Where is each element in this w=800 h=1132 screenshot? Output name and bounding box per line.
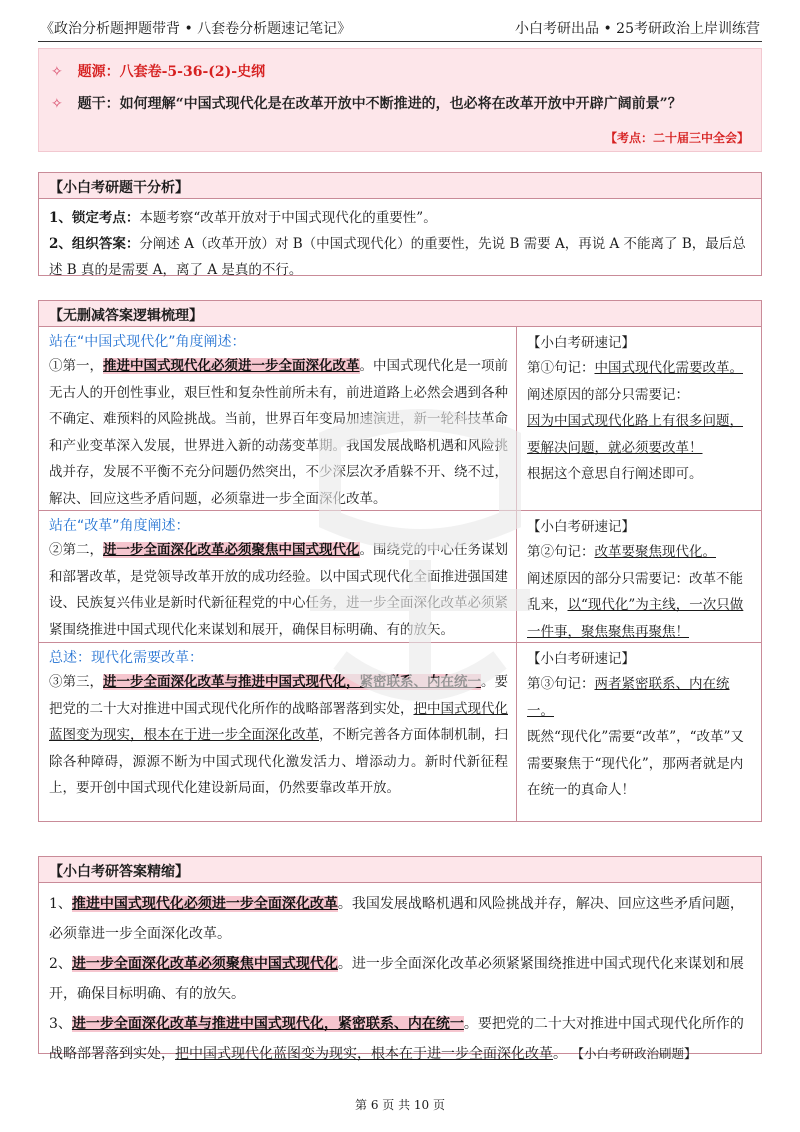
summary-item-3: [49, 1009, 751, 1069]
logic-row-3-subhead: 总述：现代化需要改革：: [49, 650, 203, 666]
logic-row-2-note: [517, 511, 761, 642]
diamond-icon: ✧: [51, 64, 63, 80]
logic-row-2-note-key: 改革要聚焦现代化。: [594, 544, 716, 560]
analysis-point-2: [49, 231, 751, 283]
kaodian-tag: 【考点：二十届三中全会】: [604, 131, 749, 145]
logic-box: [38, 300, 762, 822]
summary-title: 【小白考研答案精缩】: [39, 857, 761, 883]
source-label: 题源：: [77, 64, 120, 80]
logic-row-1-subhead: 站在“中国式现代化”角度阐述：: [49, 334, 246, 350]
logic-row-1-paragraph: [49, 353, 508, 512]
analysis-title: 【小白考研题干分析】: [39, 173, 761, 199]
logic-row-1-text: 。中国式现代化是一项前无古人的开创性事业，艰巨性和复杂性前所未有，前进道路上必然会遇到各种不确定、难预料的风险挑战。当前，世界百年变局加速演进，新一轮科技革命和产业变革深入发展，世界进入新的动荡变革期。我国发展战略机遇和风险挑战并存，发展不平衡不充分问题仍然突出，不少深层次矛盾躲不开、绕不过，解决、回应这些矛盾问题，必须靠进一步全面深化改革。: [49, 358, 508, 507]
logic-row-2-note-body: [527, 539, 753, 645]
source-value: 八套卷-5-36-(2)-史纲: [119, 64, 266, 80]
logic-row-1-note-underline: 因为中国式现代化路上有很多问题，要解决问题，就必须要改革！: [527, 413, 743, 456]
logic-title: 【无删减答案逻辑梳理】: [39, 301, 761, 327]
analysis-point-2-text: 分阐述 A（改革开放）对 B（中国式现代化）的重要性，先说 B 需要 A，再说 A 不能离了 B，最后总述 B 真的是需要 A，离了 A 是真的不行。: [49, 236, 746, 278]
logic-row-2-note-title: 【小白考研速记】: [527, 519, 635, 535]
analysis-point-1: [49, 205, 751, 231]
analysis-point-1-label: 1、锁定考点：: [49, 210, 140, 226]
logic-row-1-note-end: 根据这个意思自行阐述即可。: [527, 466, 703, 482]
logic-row-1-highlight: 推进中国式现代化必须进一步全面深化改革: [103, 358, 360, 374]
logic-row-1-note-body: [527, 355, 753, 488]
logic-row-2-prefix: ②第二，: [49, 542, 103, 558]
summary-item-2: [49, 949, 751, 1009]
summary-item-2-num: 2、: [49, 956, 72, 972]
summary-tag: 【小白考研政治刷题】: [571, 1046, 697, 1061]
logic-row-1: [39, 327, 761, 511]
logic-row-1-answer: [39, 327, 517, 510]
logic-row-3-note-text: 既然“现代化”需要“改革”，“改革”又需要聚焦于“现代化”，那两者就是内在统一的真命人！: [527, 729, 744, 798]
summary-item-1-text: 。我国发展战略机遇和风险挑战并存，解决、回应这些矛盾问题，必须靠进一步全面深化改革。: [49, 896, 744, 942]
source-line: [51, 61, 265, 81]
summary-item-1-num: 1、: [49, 896, 72, 912]
logic-row-1-note-text: 阐述原因的部分只需要记：: [527, 386, 689, 403]
question-text: 如何理解“中国式现代化是在改革开放中不断推进的，也必将在改革开放中开辟广阔前景”？: [119, 96, 682, 112]
summary-item-2-highlight: 进一步全面深化改革必须聚焦中国式现代化: [71, 956, 338, 972]
logic-row-3-note-body: [527, 671, 753, 804]
logic-row-2-note-text: 阐述原因的部分只需要记：改革不能乱来，: [527, 570, 743, 613]
summary-body: [39, 883, 761, 1075]
logic-row-2-text: 。围绕党的中心任务谋划和部署改革，是党领导改革开放的成功经验。以中国式现代化全面推进强国建设、民族复兴伟业是新时代新征程党的中心任务，进一步全面深化改革必须紧紧围绕推进中国式现代化来谋划和展开，确保目标明确、有的放矢。: [49, 542, 508, 638]
logic-row-2-highlight: 进一步全面深化改革必须聚焦中国式现代化: [103, 542, 360, 558]
logic-row-1-note: [517, 327, 761, 510]
summary-item-1-highlight: 推进中国式现代化必须进一步全面深化改革: [71, 896, 338, 912]
logic-row-2-paragraph: [49, 537, 508, 643]
question-line: [51, 93, 682, 113]
header-right-title: 小白考研出品 • 25考研政治上岸训练营: [515, 21, 760, 37]
summary-item-3-underline: 把中国式现代化蓝图变为现实，根本在于进一步全面深化改革: [175, 1046, 553, 1062]
analysis-box: [38, 172, 762, 276]
analysis-point-1-text: 本题考察“改革开放对于中国式现代化的重要性”。: [139, 210, 437, 226]
logic-row-3-prefix: ③第三，: [49, 674, 103, 690]
logic-row-3-text-2: ，不断完善各方面体制机制，扫除各种障碍，源源不断为中国式现代化激发活力、增添动力。新时代新征程上，要开创中国式现代化建设新局面，仍然要靠改革开放。: [49, 727, 508, 796]
logic-row-1-note-prefix: 第①句记：: [527, 360, 595, 376]
logic-row-3-note-prefix: 第③句记：: [527, 676, 595, 692]
summary-item-3-highlight: 进一步全面深化改革与推进中国式现代化，紧密联系、内在统一: [71, 1016, 464, 1032]
logic-row-3-note-title: 【小白考研速记】: [527, 651, 635, 667]
diamond-icon: ✧: [51, 96, 63, 112]
logic-row-3-answer: [39, 643, 517, 821]
logic-row-2-note-prefix: 第②句记：: [527, 544, 595, 560]
logic-row-2-subhead: 站在“改革”角度阐述：: [49, 518, 190, 534]
logic-row-2: [39, 511, 761, 643]
page-header: [38, 12, 762, 42]
logic-row-2-note-underline: 以“现代化”为主线，一次只做一件事，聚焦聚焦再聚焦！: [527, 597, 744, 640]
logic-row-3-text: 。要把党的二十大对推进中国式现代化所作的战略部署落到实处，: [49, 674, 508, 717]
logic-row-3-note-key: 两者紧密联系、内在统一。: [527, 676, 730, 719]
logic-row-3-highlight: 进一步全面深化改革与推进中国式现代化，紧密联系、内在统一: [103, 674, 481, 690]
summary-item-3-text-2: 。: [553, 1046, 567, 1062]
summary-item-2-text: 。进一步全面深化改革必须紧紧围绕推进中国式现代化来谋划和展开，确保目标明确、有的放矢。: [49, 956, 744, 1002]
summary-item-3-num: 3、: [49, 1016, 72, 1032]
logic-row-3-note: [517, 643, 761, 821]
header-left-title: 《政治分析题押题带背 • 八套卷分析题速记笔记》: [40, 21, 352, 37]
summary-item-1: [49, 889, 751, 949]
summary-box: [38, 856, 762, 1062]
logic-row-3-paragraph: [49, 669, 508, 802]
logic-row-3: [39, 643, 761, 821]
logic-row-1-note-title: 【小白考研速记】: [527, 335, 635, 351]
summary-item-3-text: 。要把党的二十大对推进中国式现代化所作的战略部署落到实处，: [49, 1016, 744, 1062]
page-footer: 第 6 页 共 10 页: [355, 1098, 445, 1112]
logic-row-2-answer: [39, 511, 517, 642]
question-label: 题干：: [77, 96, 120, 112]
question-source-box: [38, 48, 762, 152]
analysis-point-2-label: 2、组织答案：: [49, 236, 140, 252]
logic-row-3-underline: 把中国式现代化蓝图变为现实，根本在于进一步全面深化改革: [49, 700, 508, 743]
logic-row-1-note-key: 中国式现代化需要改革。: [594, 360, 743, 376]
logic-row-1-prefix: ①第一，: [49, 358, 103, 374]
analysis-body: [39, 199, 761, 289]
